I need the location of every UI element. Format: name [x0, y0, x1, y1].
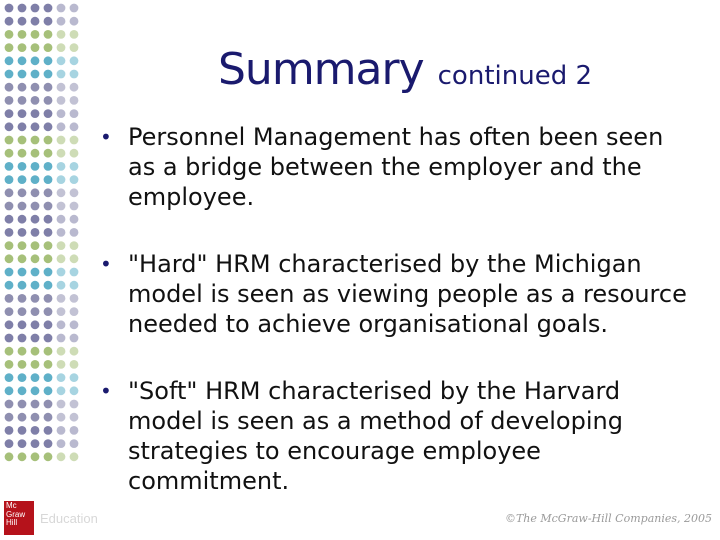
pattern-dot [31, 413, 40, 422]
pattern-dot [31, 439, 40, 448]
pattern-dot [5, 175, 14, 184]
pattern-dot [18, 96, 27, 105]
pattern-dot [57, 413, 66, 422]
pattern-dot [31, 334, 40, 343]
pattern-dot [5, 373, 14, 382]
bullet-marker: • [100, 125, 112, 149]
pattern-dot [70, 109, 79, 118]
pattern-dot [57, 109, 66, 118]
pattern-dot [18, 30, 27, 39]
pattern-dot [44, 254, 53, 263]
pattern-dot [18, 202, 27, 211]
pattern-dot [5, 281, 14, 290]
pattern-dot [70, 439, 79, 448]
title-suffix: continued 2 [437, 61, 593, 91]
pattern-dot [70, 162, 79, 171]
pattern-dot [18, 215, 27, 224]
pattern-dot [57, 215, 66, 224]
pattern-dot [70, 426, 79, 435]
logo-line-3: Hill [6, 518, 18, 527]
pattern-dot [18, 241, 27, 250]
pattern-dot [70, 149, 79, 158]
pattern-dot [70, 4, 79, 13]
pattern-dot [18, 268, 27, 277]
pattern-dot [57, 334, 66, 343]
pattern-dot [57, 400, 66, 409]
title-main: Summary [218, 44, 424, 95]
pattern-dot [18, 413, 27, 422]
pattern-dot [31, 96, 40, 105]
pattern-dot [44, 241, 53, 250]
pattern-dot [5, 83, 14, 92]
pattern-dot [5, 188, 14, 197]
pattern-dot [57, 228, 66, 237]
pattern-dot [31, 56, 40, 65]
pattern-dot [31, 386, 40, 395]
pattern-dot [70, 17, 79, 26]
pattern-dot [18, 4, 27, 13]
pattern-dot [5, 4, 14, 13]
pattern-dot [5, 228, 14, 237]
pattern-dot [31, 149, 40, 158]
pattern-dot [57, 360, 66, 369]
pattern-dot [44, 228, 53, 237]
pattern-dot [18, 175, 27, 184]
pattern-dot [70, 56, 79, 65]
pattern-dot [57, 136, 66, 145]
pattern-dot [18, 373, 27, 382]
pattern-dot [18, 307, 27, 316]
pattern-dot [5, 294, 14, 303]
pattern-dot [18, 320, 27, 329]
pattern-dot [31, 241, 40, 250]
pattern-dot [44, 347, 53, 356]
pattern-dot [5, 202, 14, 211]
pattern-dot [70, 228, 79, 237]
pattern-dot [70, 373, 79, 382]
pattern-dot [31, 452, 40, 461]
pattern-dot [5, 149, 14, 158]
pattern-dot [44, 136, 53, 145]
pattern-dot [18, 149, 27, 158]
pattern-dot [44, 109, 53, 118]
pattern-dot [57, 426, 66, 435]
pattern-dot [44, 30, 53, 39]
pattern-dot [57, 307, 66, 316]
pattern-dot [57, 347, 66, 356]
decorative-dot-pattern [0, 0, 90, 480]
bullet-item-2 [96, 249, 696, 339]
pattern-dot [5, 43, 14, 52]
pattern-dot [70, 307, 79, 316]
pattern-dot [57, 30, 66, 39]
pattern-dot [5, 386, 14, 395]
pattern-dot [44, 96, 53, 105]
pattern-dot [57, 452, 66, 461]
pattern-dot [57, 96, 66, 105]
pattern-dot [44, 43, 53, 52]
pattern-dot [70, 83, 79, 92]
pattern-dot [70, 254, 79, 263]
pattern-dot [5, 162, 14, 171]
pattern-dot [5, 347, 14, 356]
pattern-dot [31, 373, 40, 382]
pattern-dot [70, 70, 79, 79]
pattern-dot [5, 70, 14, 79]
pattern-dot [18, 43, 27, 52]
pattern-dot [18, 83, 27, 92]
pattern-dot [5, 254, 14, 263]
pattern-dot [44, 439, 53, 448]
pattern-dot [5, 241, 14, 250]
bullet-item-3 [96, 376, 696, 496]
pattern-dot [31, 188, 40, 197]
pattern-dot [18, 452, 27, 461]
pattern-dot [44, 56, 53, 65]
pattern-dot [57, 254, 66, 263]
pattern-dot [31, 254, 40, 263]
pattern-dot [31, 347, 40, 356]
pattern-dot [70, 386, 79, 395]
pattern-dot [31, 294, 40, 303]
pattern-dot [31, 202, 40, 211]
pattern-dot [70, 30, 79, 39]
pattern-dot [18, 281, 27, 290]
pattern-dot [70, 122, 79, 131]
pattern-dot [18, 347, 27, 356]
pattern-dot [5, 413, 14, 422]
pattern-dot [5, 400, 14, 409]
pattern-dot [70, 413, 79, 422]
mcgraw-hill-logo [4, 501, 34, 535]
pattern-dot [70, 294, 79, 303]
pattern-dot [57, 175, 66, 184]
pattern-dot [18, 56, 27, 65]
pattern-dot [44, 70, 53, 79]
pattern-dot [18, 162, 27, 171]
pattern-dot [44, 360, 53, 369]
logo-suffix: Education [40, 511, 98, 526]
pattern-dot [18, 122, 27, 131]
pattern-dot [44, 83, 53, 92]
pattern-dot [44, 162, 53, 171]
pattern-dot [5, 307, 14, 316]
pattern-dot [57, 294, 66, 303]
pattern-dot [70, 281, 79, 290]
pattern-dot [31, 215, 40, 224]
pattern-dot [18, 294, 27, 303]
logo-line-2: Graw [6, 509, 26, 519]
pattern-dot [57, 386, 66, 395]
pattern-dot [57, 320, 66, 329]
pattern-dot [70, 334, 79, 343]
pattern-dot [31, 426, 40, 435]
pattern-dot [70, 215, 79, 224]
pattern-dot [57, 70, 66, 79]
bullet-marker: • [100, 252, 112, 276]
pattern-dot [70, 96, 79, 105]
pattern-dot [5, 215, 14, 224]
pattern-dot [44, 294, 53, 303]
pattern-dot [31, 136, 40, 145]
pattern-dot [70, 452, 79, 461]
pattern-dot [31, 70, 40, 79]
pattern-dot [44, 202, 53, 211]
pattern-dot [44, 307, 53, 316]
pattern-dot [18, 426, 27, 435]
pattern-dot [18, 228, 27, 237]
pattern-dot [5, 109, 14, 118]
pattern-dot [57, 122, 66, 131]
pattern-dot [57, 202, 66, 211]
pattern-dot [5, 334, 14, 343]
pattern-dot [5, 96, 14, 105]
pattern-dot [57, 43, 66, 52]
pattern-dot [70, 360, 79, 369]
pattern-dot [18, 254, 27, 263]
bullet-text-1: Personnel Management has often been seen as a bridge between the employer and the employee. [128, 123, 664, 211]
pattern-dot [57, 439, 66, 448]
pattern-dot [70, 347, 79, 356]
copyright-notice: ©The McGraw-Hill Companies, 2005 [504, 512, 712, 525]
pattern-dot [44, 320, 53, 329]
bullet-text-2: "Hard" HRM characterised by the Michigan model is seen as viewing people as a resource needed to achieve organisational goals. [128, 250, 687, 338]
pattern-dot [70, 241, 79, 250]
slide-title [218, 44, 698, 95]
pattern-dot [31, 17, 40, 26]
pattern-dot [5, 17, 14, 26]
pattern-dot [44, 17, 53, 26]
logo-line-1: Mc [6, 501, 17, 510]
pattern-dot [18, 70, 27, 79]
pattern-dot [31, 109, 40, 118]
pattern-dot [70, 400, 79, 409]
pattern-dot [5, 56, 14, 65]
pattern-dot [44, 413, 53, 422]
pattern-dot [31, 307, 40, 316]
pattern-dot [70, 188, 79, 197]
pattern-dot [44, 334, 53, 343]
pattern-dot [31, 4, 40, 13]
pattern-dot [70, 43, 79, 52]
pattern-dot [31, 43, 40, 52]
pattern-dot [5, 136, 14, 145]
pattern-dot [57, 281, 66, 290]
pattern-dot [5, 320, 14, 329]
pattern-dot [31, 122, 40, 131]
pattern-dot [5, 426, 14, 435]
pattern-dot [57, 241, 66, 250]
pattern-dot [18, 439, 27, 448]
pattern-dot [44, 386, 53, 395]
pattern-dot [5, 439, 14, 448]
pattern-dot [31, 83, 40, 92]
pattern-dot [44, 175, 53, 184]
pattern-dot [70, 268, 79, 277]
pattern-dot [57, 4, 66, 13]
pattern-dot [5, 122, 14, 131]
pattern-dot [70, 136, 79, 145]
pattern-dot [44, 452, 53, 461]
pattern-dot [31, 162, 40, 171]
pattern-dot [18, 400, 27, 409]
pattern-dot [57, 268, 66, 277]
pattern-dot [31, 30, 40, 39]
bullet-text-3: "Soft" HRM characterised by the Harvard model is seen as a method of developing strategies to encourage employee commitment. [128, 377, 623, 495]
pattern-dot [18, 386, 27, 395]
pattern-dot [18, 136, 27, 145]
pattern-dot [57, 162, 66, 171]
pattern-dot [57, 188, 66, 197]
pattern-dot [5, 268, 14, 277]
pattern-dot [31, 360, 40, 369]
pattern-dot [31, 281, 40, 290]
pattern-dot [31, 320, 40, 329]
pattern-dot [31, 175, 40, 184]
pattern-dot [31, 268, 40, 277]
pattern-dot [57, 56, 66, 65]
pattern-dot [5, 360, 14, 369]
pattern-dot [44, 4, 53, 13]
pattern-dot [31, 400, 40, 409]
pattern-dot [44, 149, 53, 158]
pattern-dot [18, 334, 27, 343]
bullet-item-1 [96, 122, 696, 212]
pattern-dot [57, 83, 66, 92]
pattern-dot [44, 400, 53, 409]
bullet-marker: • [100, 379, 112, 403]
pattern-dot [18, 188, 27, 197]
pattern-dot [57, 17, 66, 26]
pattern-dot [44, 426, 53, 435]
pattern-dot [31, 228, 40, 237]
pattern-dot [57, 149, 66, 158]
pattern-dot [44, 122, 53, 131]
pattern-dot [5, 452, 14, 461]
pattern-dot [44, 215, 53, 224]
pattern-dot [44, 373, 53, 382]
pattern-dot [70, 175, 79, 184]
pattern-dot [44, 268, 53, 277]
pattern-dot [70, 202, 79, 211]
pattern-dot [18, 17, 27, 26]
pattern-dot [44, 188, 53, 197]
pattern-dot [70, 320, 79, 329]
pattern-dot [57, 373, 66, 382]
bullet-list [96, 122, 696, 533]
pattern-dot [18, 360, 27, 369]
pattern-dot [5, 30, 14, 39]
pattern-dot [18, 109, 27, 118]
pattern-dot [44, 281, 53, 290]
